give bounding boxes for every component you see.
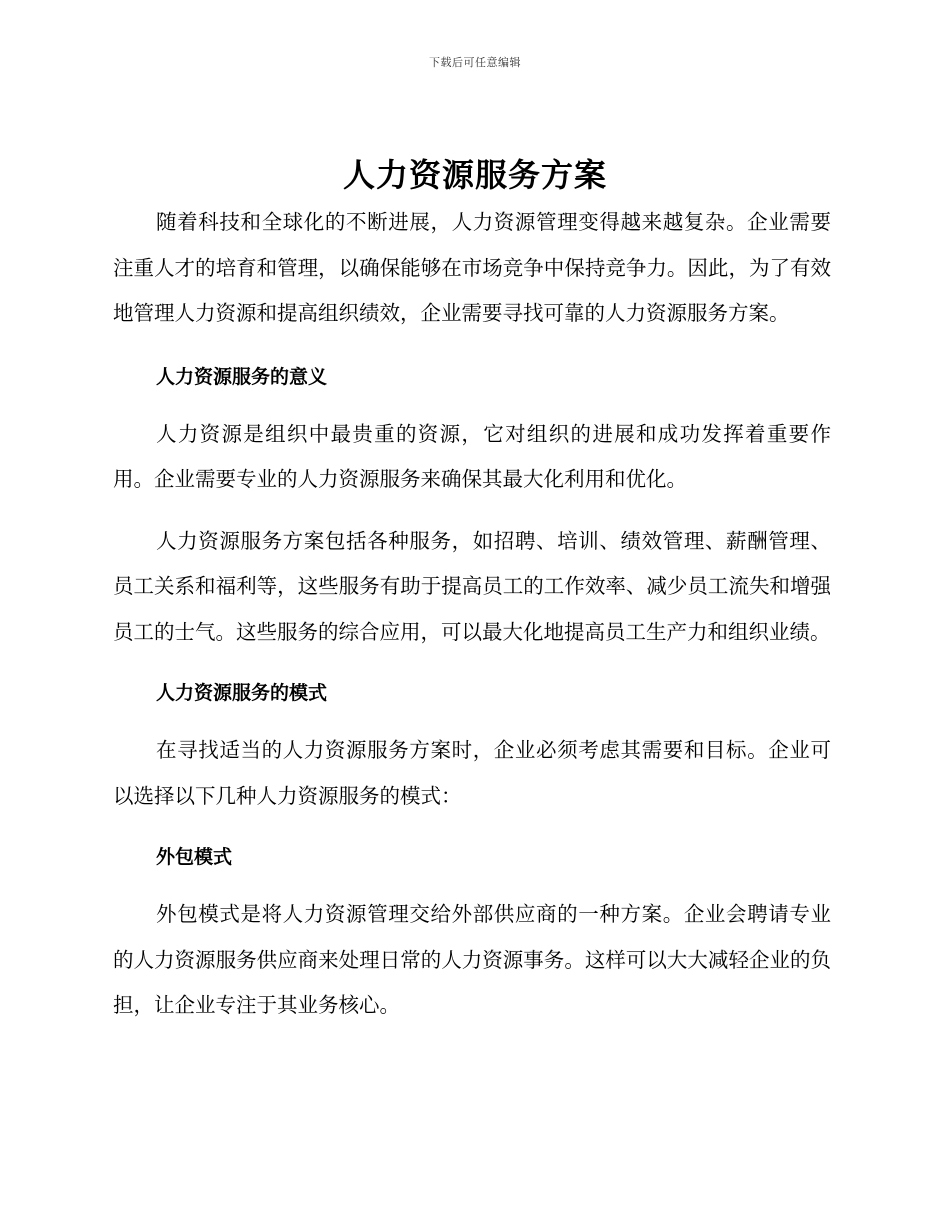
section-paragraph: 人力资源是组织中最贵重的资源，它对组织的进展和成功发挥着重要作用。企业需要专业的人力资源服务来确保其最大化利用和优化。 <box>113 421 831 491</box>
page-header-note: 下载后可任意编辑 <box>429 56 521 69</box>
section-heading-modes: 人力资源服务的模式 <box>156 682 328 704</box>
section-heading-significance: 人力资源服务的意义 <box>156 365 328 388</box>
section-heading-outsourcing: 外包模式 <box>156 846 233 868</box>
section-paragraph: 在寻找适当的人力资源服务方案时，企业必须考虑其需要和目标。企业可以选择以下几种人力资源服务的模式： <box>113 738 831 808</box>
document-title: 人力资源服务方案 <box>342 156 607 194</box>
section-paragraph: 人力资源服务方案包括各种服务，如招聘、培训、绩效管理、薪酬管理、员工关系和福利等，这些服务有助于提高员工的工作效率、减少员工流失和增强员工的士气。这些服务的综合应用，可以最大化地提高员工生产力和组织业绩。 <box>113 528 831 644</box>
document-body <box>113 200 831 1045</box>
section-paragraph: 外包模式是将人力资源管理交给外部供应商的一种方案。企业会聘请专业的人力资源服务供应商来处理日常的人力资源事务。这样可以大大减轻企业的负担，让企业专注于其业务核心。 <box>113 902 831 1017</box>
intro-paragraph: 随着科技和全球化的不断进展，人力资源管理变得越来越复杂。企业需要注重人才的培育和管理，以确保能够在市场竞争中保持竞争力。因此，为了有效地管理人力资源和提高组织绩效，企业需要寻找可靠的人力资源服务方案。 <box>113 210 831 325</box>
